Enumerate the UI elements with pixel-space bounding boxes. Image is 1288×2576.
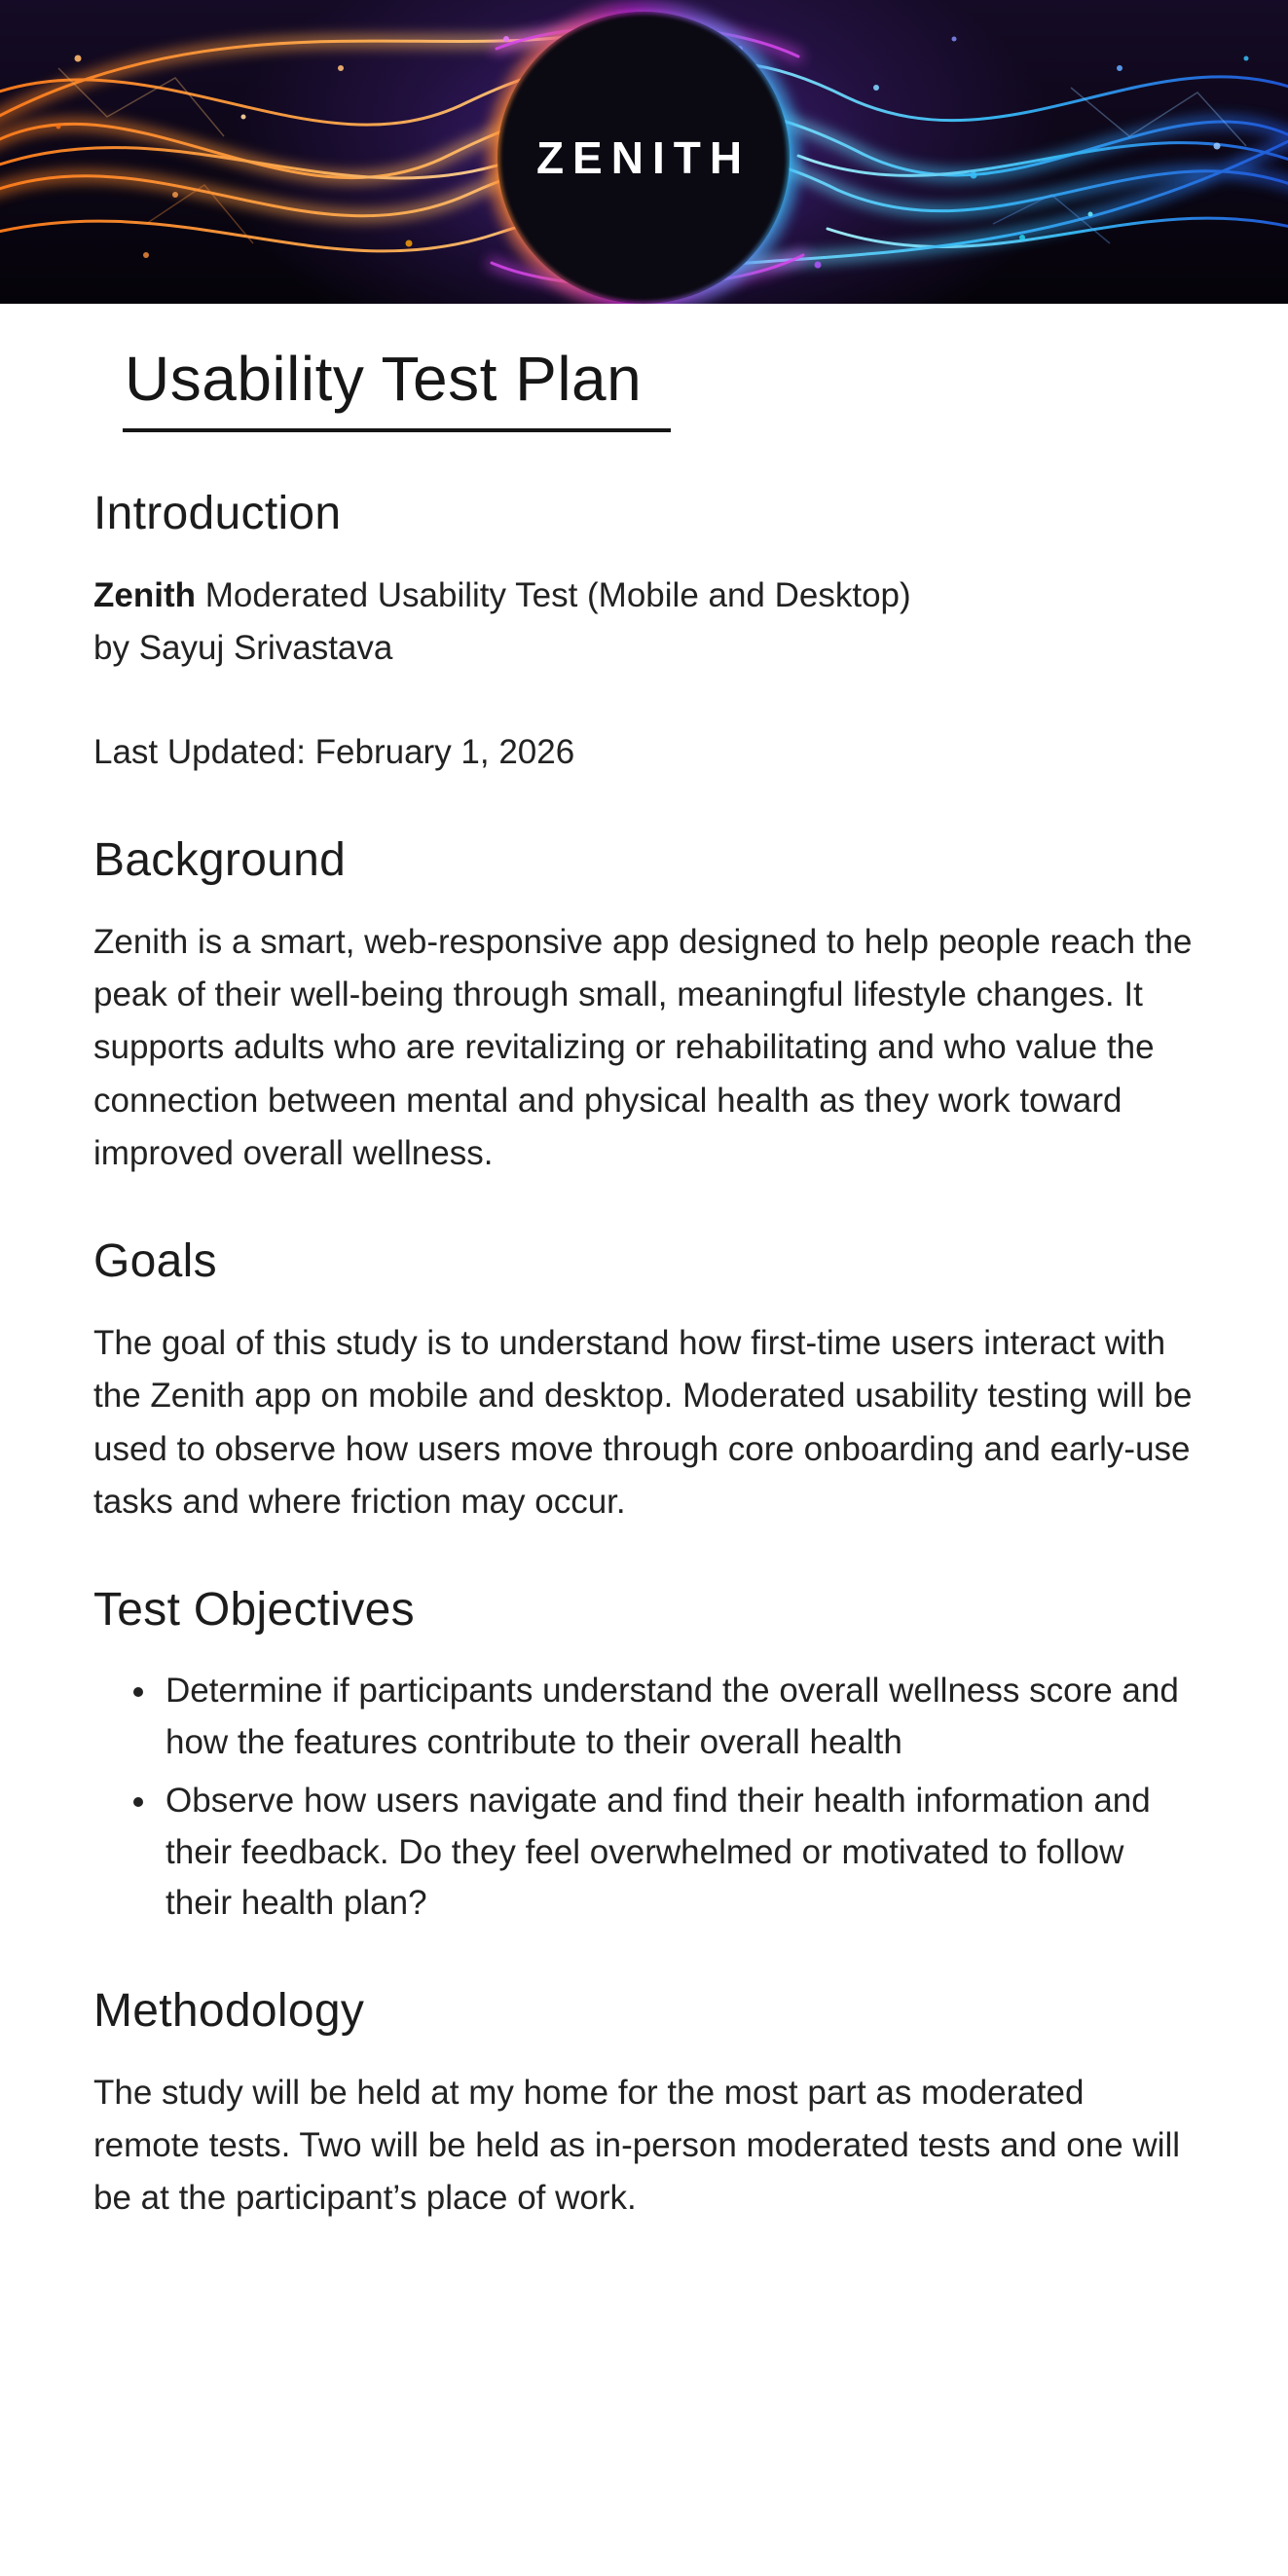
page-title — [123, 343, 1195, 432]
page-title-text: Usability Test Plan — [123, 343, 671, 432]
section-background — [93, 833, 1195, 1180]
introduction-heading: Introduction — [93, 488, 342, 539]
objective-item: • Determine if participants understand the overall wellness score and how the features contribute to their overall health — [160, 1666, 1195, 1768]
background-heading: Background — [93, 833, 347, 886]
intro-byline — [93, 570, 1195, 676]
objectives-list — [127, 1666, 1195, 1930]
document-content — [0, 304, 1288, 2353]
section-goals — [93, 1234, 1195, 1528]
zenith-banner — [0, 0, 1288, 304]
intro-author: by Sayuj Srivastava — [93, 629, 393, 668]
background-body: Zenith is a smart, web-responsive app designed to help people reach the peak of their well-being through small, meaningful lifestyle changes. It supports adults who are revitalizing or rehabilitating and who value the connection between mental and physical health as they work toward improved overall wellness. — [93, 922, 1193, 1172]
methodology-heading: Methodology — [93, 1984, 365, 2037]
zenith-logo-text: ZENITH — [535, 132, 752, 183]
objectives-heading: Test Objectives — [93, 1584, 415, 1636]
methodology-body: The study will be held at my home for the most part as moderated remote tests. Two will be held as in-person moderated tests and one will be at the participant’s place of work. — [93, 2073, 1181, 2217]
banner-art — [0, 0, 1288, 304]
intro-subtitle: Moderated Usability Test (Mobile and Desktop) — [195, 576, 911, 614]
section-introduction — [93, 487, 1195, 779]
objective-item: • Observe how users navigate and find their health information and their feedback. Do they feel overwhelmed or motivated to follow their health plan? — [160, 1776, 1195, 1930]
section-test-objectives — [93, 1583, 1195, 1930]
section-methodology — [93, 1984, 1195, 2226]
last-updated: Last Updated: February 1, 2026 — [93, 732, 575, 771]
intro-app-name: Zenith — [93, 576, 196, 614]
goals-body: The goal of this study is to understand how first-time users interact with the Zenith app on mobile and desktop. Moderated usability testing will be used to observe how users move through core onboarding and early-use tasks and where friction may occur. — [93, 1324, 1193, 1521]
goals-heading: Goals — [93, 1235, 217, 1287]
